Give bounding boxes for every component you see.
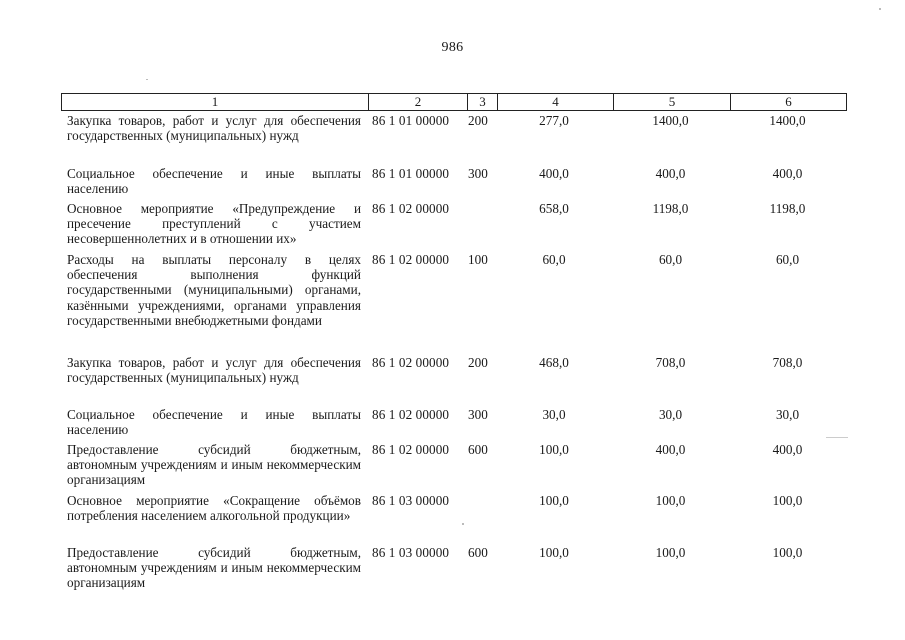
header-col-3: 3: [467, 94, 497, 110]
scan-speck: [146, 79, 148, 80]
header-col-5: 5: [613, 94, 730, 110]
header-col-4: 4: [497, 94, 613, 110]
row-value-6: 100,0: [772, 545, 803, 560]
row-name: Предоставление субсидий бюджетным, автономным учреждениям и иным некоммерческим организациям: [67, 442, 361, 488]
row-value-5: 100,0: [655, 493, 686, 508]
row-expense-type: 300: [468, 166, 488, 181]
row-code: 86 1 01 00000: [372, 113, 450, 128]
row-code: 86 1 02 00000: [372, 252, 450, 267]
row-value-6: 60,0: [775, 252, 800, 267]
row-value-6: 400,0: [772, 442, 803, 457]
row-expense-type: 300: [468, 407, 488, 422]
row-value-5: 708,0: [655, 355, 686, 370]
row-expense-type: 600: [468, 442, 488, 457]
row-code: 86 1 02 00000: [372, 407, 450, 422]
row-expense-type: 600: [468, 545, 488, 560]
row-name: Социальное обеспечение и иные выплаты населению: [67, 166, 361, 197]
row-value-4: 468,0: [539, 355, 569, 370]
row-code: 86 1 03 00000: [372, 545, 450, 560]
header-col-6: 6: [730, 94, 846, 110]
scan-speck: [826, 437, 848, 438]
row-value-4: 658,0: [539, 201, 569, 216]
scan-speck: [879, 8, 881, 10]
row-value-5: 1198,0: [652, 201, 689, 216]
row-value-5: 100,0: [655, 545, 686, 560]
row-expense-type: 200: [468, 113, 488, 128]
row-value-5: 1400,0: [652, 113, 689, 128]
row-name: Расходы на выплаты персоналу в целях обеспечения выполнения функций государственными (муниципальными) органами, казёнными учреждениями, органами управления государственными внебюджетными фондами: [67, 252, 361, 328]
row-code: 86 1 02 00000: [372, 201, 450, 216]
row-value-4: 60,0: [542, 252, 566, 267]
table-header: [61, 93, 847, 111]
row-value-6: 708,0: [772, 355, 803, 370]
row-value-6: 100,0: [772, 493, 803, 508]
row-value-4: 100,0: [539, 493, 569, 508]
row-name: Основное мероприятие «Предупреждение и пресечение преступлений с участием несовершеннолетних и в отношении их»: [67, 201, 361, 247]
row-expense-type: 200: [468, 355, 488, 370]
header-col-1: 1: [211, 94, 219, 109]
row-value-4: 30,0: [542, 407, 566, 422]
row-code: 86 1 01 00000: [372, 166, 450, 181]
row-value-5: 60,0: [658, 252, 683, 267]
row-value-6: 30,0: [775, 407, 800, 422]
row-name: Основное мероприятие «Сокращение объёмов потребления населением алкогольной продукции»: [67, 493, 361, 524]
row-name: Социальное обеспечение и иные выплаты населению: [67, 407, 361, 438]
row-value-6: 1198,0: [769, 201, 806, 216]
row-code: 86 1 02 00000: [372, 355, 450, 370]
row-value-6: 400,0: [772, 166, 803, 181]
row-value-6: 1400,0: [769, 113, 806, 128]
row-value-4: 277,0: [539, 113, 569, 128]
row-expense-type: 100: [468, 252, 488, 267]
row-value-4: 400,0: [539, 166, 569, 181]
row-code: 86 1 02 00000: [372, 442, 450, 457]
row-value-5: 400,0: [655, 442, 686, 457]
row-code: 86 1 03 00000: [372, 493, 450, 508]
page-number: 986: [441, 40, 464, 55]
row-value-5: 30,0: [658, 407, 683, 422]
row-value-5: 400,0: [655, 166, 686, 181]
row-name: Закупка товаров, работ и услуг для обеспечения государственных (муниципальных) нужд: [67, 355, 361, 386]
row-name: Предоставление субсидий бюджетным, автономным учреждениям и иным некоммерческим организациям: [67, 545, 361, 591]
header-col-2: 2: [368, 94, 467, 110]
row-name: Закупка товаров, работ и услуг для обеспечения государственных (муниципальных) нужд: [67, 113, 361, 144]
row-value-4: 100,0: [539, 442, 569, 457]
row-value-4: 100,0: [539, 545, 569, 560]
scan-speck: [462, 523, 464, 525]
